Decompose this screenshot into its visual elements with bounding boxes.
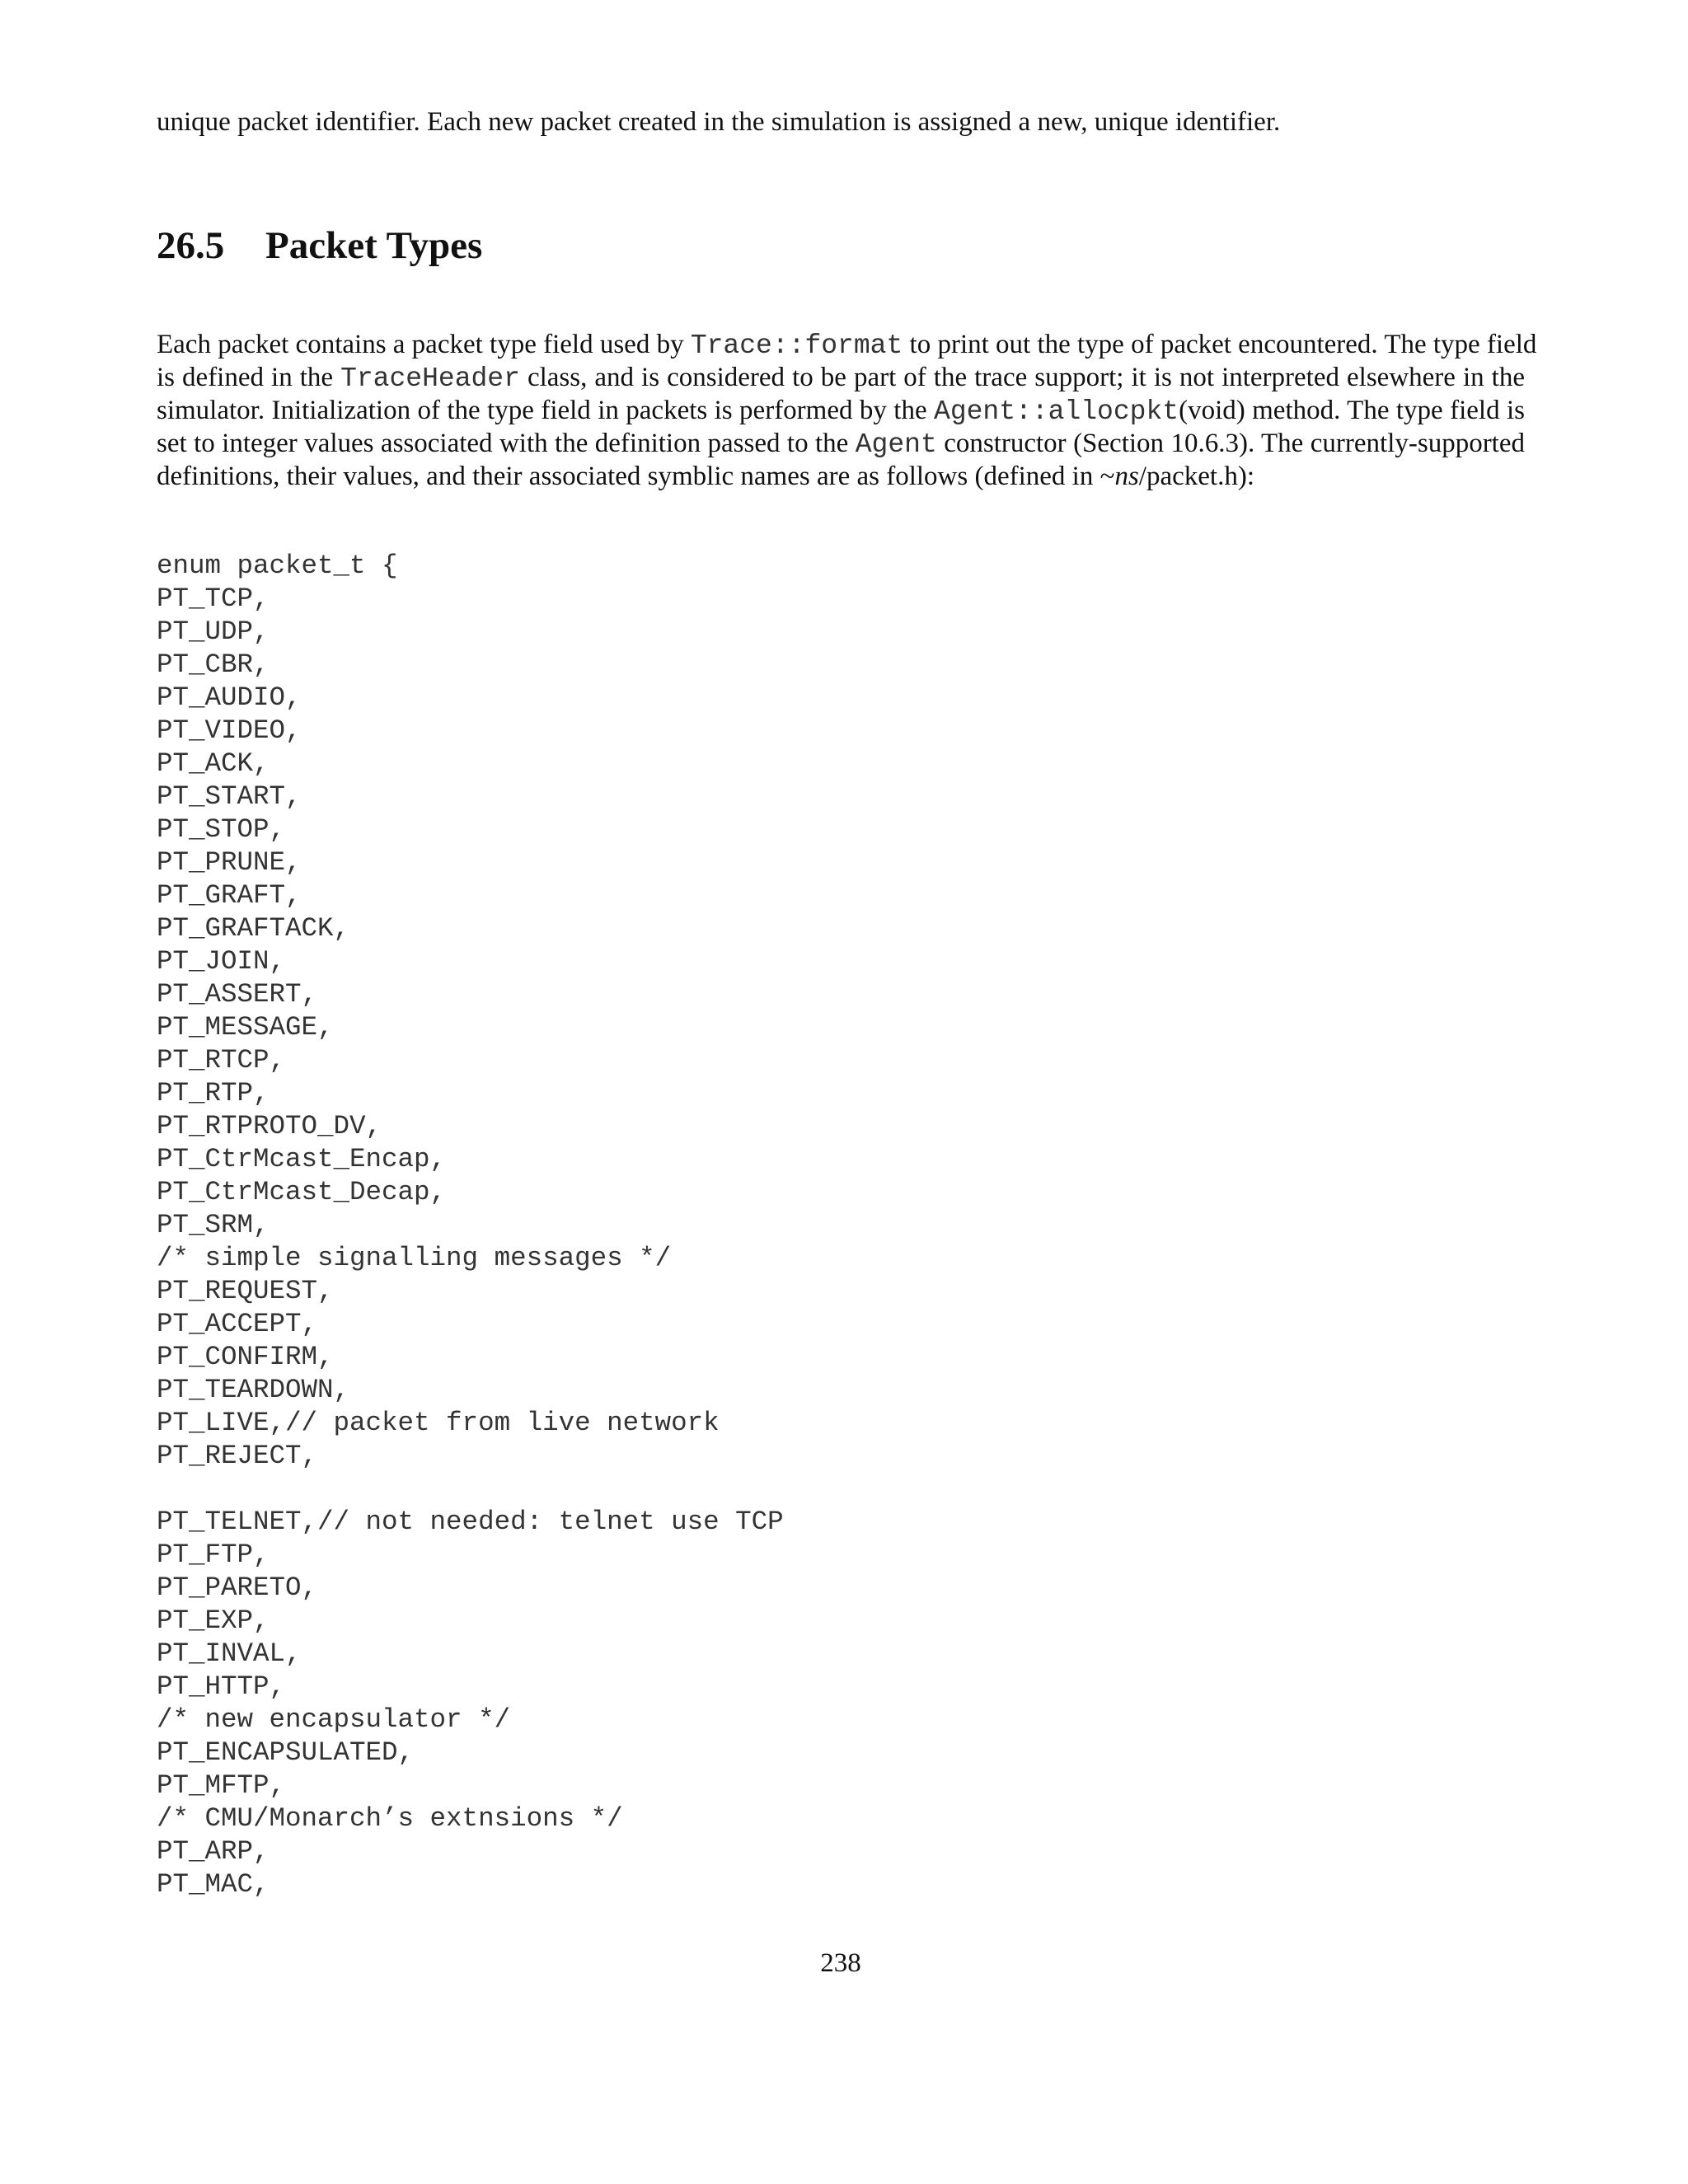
code-line: PT_ARP, — [157, 1836, 270, 1867]
code-line: PT_GRAFTACK, — [157, 913, 350, 944]
paragraph-text: /packet.h): — [1138, 462, 1254, 491]
paragraph-line — [157, 427, 1525, 460]
code-line: PT_RTCP, — [157, 1045, 286, 1076]
code-line: PT_CBR, — [157, 649, 270, 680]
code-line: PT_JOIN, — [157, 946, 286, 977]
code-line: PT_PARETO, — [157, 1572, 318, 1603]
paragraph-line — [157, 460, 1525, 493]
code-line: /* CMU/Monarch’s extnsions */ — [157, 1803, 623, 1834]
code-line: PT_VIDEO, — [157, 715, 302, 746]
code-line: /* simple signalling messages */ — [157, 1243, 672, 1273]
code-line: PT_TEARDOWN, — [157, 1375, 350, 1405]
paragraph-text: (void) method. The type field is — [1179, 396, 1525, 425]
code-line: PT_INVAL, — [157, 1638, 302, 1669]
code-line: PT_ACK, — [157, 748, 270, 779]
code-line: PT_START, — [157, 781, 302, 812]
code-line: PT_TELNET,// not needed: telnet use TCP — [157, 1507, 784, 1537]
paragraph-line — [157, 328, 1537, 361]
code-line: PT_MESSAGE, — [157, 1012, 334, 1043]
code-listing — [157, 550, 784, 1901]
section-heading — [157, 221, 482, 270]
paragraph-line — [157, 394, 1525, 427]
inline-code: Trace::format — [690, 330, 903, 361]
code-line: PT_MFTP, — [157, 1770, 286, 1801]
inline-code: TraceHeader — [340, 363, 520, 394]
code-line: PT_EXP, — [157, 1605, 270, 1636]
code-line: PT_CtrMcast_Decap, — [157, 1177, 447, 1207]
paragraph-text: simulator. Initialization of the type field in packets is performed by the — [157, 396, 935, 425]
code-line: /* new encapsulator */ — [157, 1704, 511, 1735]
paragraph-text: class, and is considered to be part of the trace support; it is not interpreted elsewhere in the — [519, 363, 1525, 392]
code-line: PT_ENCAPSULATED, — [157, 1737, 415, 1768]
code-line: PT_MAC, — [157, 1869, 270, 1900]
code-line: PT_CtrMcast_Encap, — [157, 1144, 447, 1174]
code-line: PT_FTP, — [157, 1540, 270, 1570]
code-line: PT_UDP, — [157, 616, 270, 647]
code-line: PT_ACCEPT, — [157, 1309, 318, 1339]
paragraph-text: Each packet contains a packet type field used by — [157, 330, 691, 359]
body-paragraph — [157, 328, 1537, 493]
code-line: PT_GRAFT, — [157, 880, 302, 911]
paragraph-text: set to integer values associated with the definition passed to the — [157, 429, 856, 458]
paragraph-text: is defined in the — [157, 363, 341, 392]
code-line: PT_RTP, — [157, 1078, 270, 1108]
code-line: PT_RTPROTO_DV, — [157, 1111, 382, 1141]
paragraph-line — [157, 361, 1525, 394]
italic-text: ns — [1114, 462, 1139, 491]
intro-text: unique packet identifier. Each new packet created in the simulation is assigned a new, unique identifier. — [157, 107, 1281, 137]
code-line — [157, 1473, 784, 1506]
section-number: 26.5 — [157, 224, 225, 267]
inline-code: Agent — [855, 429, 937, 460]
code-line: PT_TCP, — [157, 583, 270, 614]
code-line: PT_LIVE,// packet from live network — [157, 1408, 720, 1438]
code-line: PT_ASSERT, — [157, 979, 318, 1010]
code-line: PT_CONFIRM, — [157, 1342, 334, 1372]
code-line: PT_SRM, — [157, 1210, 270, 1240]
inline-code: Agent::allocpkt — [934, 396, 1179, 427]
code-line: PT_STOP, — [157, 814, 286, 845]
code-line: PT_REJECT, — [157, 1441, 318, 1471]
paragraph-text: constructor (Section 10.6.3). The currently-supported — [936, 429, 1525, 458]
code-line: PT_AUDIO, — [157, 682, 302, 713]
page-number: 238 — [820, 1948, 861, 1978]
paragraph-text: to print out the type of packet encountered. The type field — [903, 330, 1537, 359]
code-line: PT_PRUNE, — [157, 847, 302, 878]
paragraph-text: definitions, their values, and their associated symblic names are as follows (defined in ~ — [157, 462, 1115, 491]
code-line: PT_HTTP, — [157, 1671, 286, 1702]
code-line: PT_REQUEST, — [157, 1276, 334, 1306]
section-title: Packet Types — [265, 224, 483, 267]
code-line: enum packet_t { — [157, 551, 398, 581]
